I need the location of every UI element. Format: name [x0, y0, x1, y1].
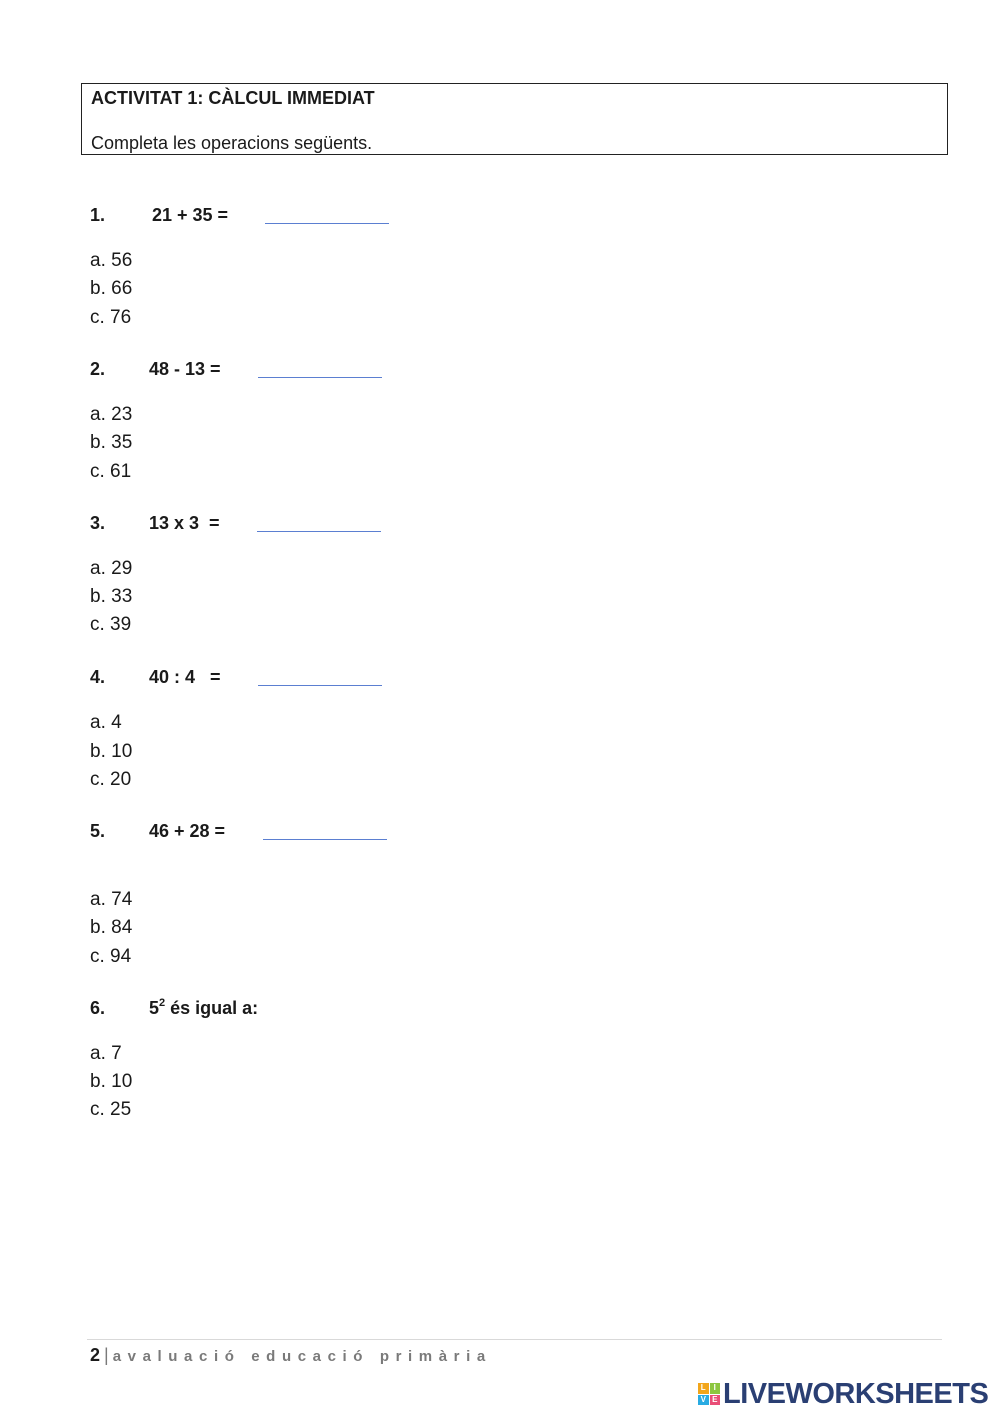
footer-divider [87, 1339, 942, 1340]
question-number: 6. [90, 998, 106, 1018]
question-number: 1. [90, 205, 106, 225]
question-operation: 13 x 3 = [149, 513, 220, 533]
page-number: 2 [90, 1345, 101, 1365]
answer-blank[interactable] [258, 685, 382, 686]
option-a[interactable]: a. 4 [90, 712, 122, 733]
activity-instruction: Completa les operacions següents. [91, 133, 373, 153]
option-b[interactable]: b. 33 [90, 586, 133, 607]
answer-blank[interactable] [263, 839, 387, 840]
answer-blank[interactable] [257, 531, 381, 532]
footer-separator: | [104, 1345, 109, 1365]
option-a[interactable]: a. 7 [90, 1043, 122, 1064]
question-operation: 48 - 13 = [149, 359, 221, 379]
footer-text: avaluació educació primària [112, 1348, 492, 1365]
logo-letter: V [698, 1395, 709, 1406]
question-operation: 40 : 4 = [149, 667, 221, 687]
option-a[interactable]: a. 74 [90, 889, 133, 910]
question-operation-rest: és igual a: [165, 998, 259, 1018]
option-b[interactable]: b. 66 [90, 278, 133, 299]
power-exponent: 2 [159, 997, 166, 1009]
logo-letter: E [710, 1395, 721, 1406]
option-c[interactable]: c. 39 [90, 614, 132, 635]
brand-name: LIVEWORKSHEETS [723, 1378, 989, 1410]
activity-header-box [81, 83, 948, 155]
question-number: 3. [90, 513, 106, 533]
option-a[interactable]: a. 23 [90, 404, 133, 425]
option-b[interactable]: b. 35 [90, 432, 133, 453]
page-footer [90, 1344, 492, 1368]
question-operation: 46 + 28 = [149, 821, 226, 841]
option-b[interactable]: b. 10 [90, 1071, 133, 1092]
option-c[interactable]: c. 76 [90, 307, 132, 328]
logo-letter: L [698, 1383, 709, 1394]
question-operation [149, 997, 258, 1019]
liveworksheets-brand [698, 1379, 988, 1409]
option-b[interactable]: b. 10 [90, 741, 133, 762]
option-a[interactable]: a. 29 [90, 558, 133, 579]
option-a[interactable]: a. 56 [90, 250, 133, 271]
question-number: 4. [90, 667, 106, 687]
option-c[interactable]: c. 94 [90, 946, 132, 967]
answer-blank[interactable] [265, 223, 389, 224]
liveworksheets-logo-icon [698, 1383, 720, 1405]
question-operation: 21 + 35 = [152, 205, 229, 225]
option-b[interactable]: b. 84 [90, 917, 133, 938]
option-c[interactable]: c. 61 [90, 461, 132, 482]
activity-title: ACTIVITAT 1: CÀLCUL IMMEDIAT [91, 88, 375, 108]
question-number: 2. [90, 359, 106, 379]
option-c[interactable]: c. 20 [90, 769, 132, 790]
question-number: 5. [90, 821, 106, 841]
logo-letter: I [710, 1383, 721, 1394]
power-base: 5 [149, 998, 160, 1018]
option-c[interactable]: c. 25 [90, 1099, 132, 1120]
answer-blank[interactable] [258, 377, 382, 378]
